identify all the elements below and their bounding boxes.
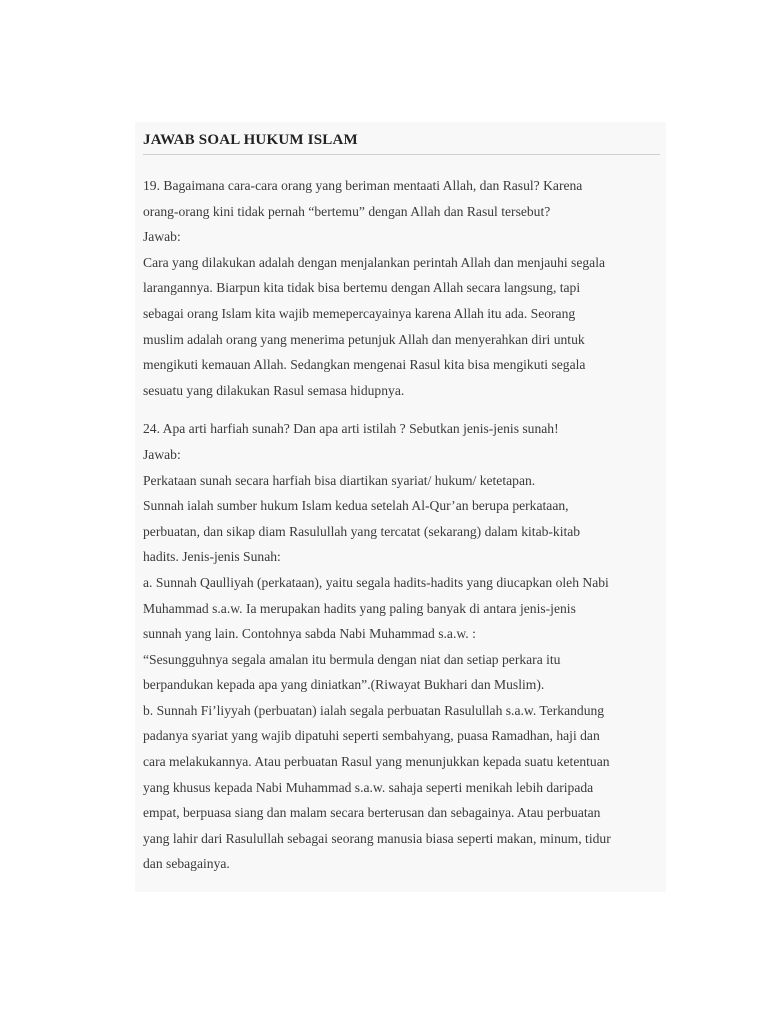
- text-line: Jawab:: [143, 229, 181, 245]
- text-line: b. Sunnah Fi’liyyah (perbuatan) ialah segala perbuatan Rasulullah s.a.w. Terkandung: [143, 702, 605, 718]
- text-line: “Sesungguhnya segala amalan itu bermula dengan niat dan setiap perkara itu: [143, 651, 561, 667]
- text-line: orang-orang kini tidak pernah “bertemu” dengan Allah dan Rasul tersebut?: [143, 203, 551, 219]
- qa-section-1: [143, 173, 660, 403]
- document-title: JAWAB SOAL HUKUM ISLAM: [143, 132, 660, 155]
- document-content: [135, 122, 666, 892]
- text-line: Perkataan sunah secara harfiah bisa diartikan syariat/ hukum/ ketetapan.: [143, 472, 536, 488]
- text-line: berpandukan kepada apa yang diniatkan”.(Riwayat Bukhari dan Muslim).: [143, 677, 545, 693]
- text-line: Cara yang dilakukan adalah dengan menjalankan perintah Allah dan menjauhi segala: [143, 254, 606, 270]
- text-line: sebagai orang Islam kita wajib memepercayainya karena Allah itu ada. Seorang: [143, 305, 576, 321]
- text-line: dan sebagainya.: [143, 856, 230, 872]
- text-line: a. Sunnah Qaulliyah (perkataan), yaitu segala hadits-hadits yang diucapkan oleh Nabi: [143, 574, 609, 590]
- document-body: [143, 173, 660, 877]
- text-line: muslim adalah orang yang menerima petunjuk Allah dan menyerahkan diri untuk: [143, 331, 585, 347]
- text-line: Sunnah ialah sumber hukum Islam kedua setelah Al-Qur’an berupa perkataan,: [143, 498, 569, 514]
- text-line: Jawab:: [143, 446, 181, 462]
- text-line: 19. Bagaimana cara-cara orang yang beriman mentaati Allah, dan Rasul? Karena: [143, 178, 583, 193]
- text-line: perbuatan, dan sikap diam Rasulullah yang tercatat (sekarang) dalam kitab-kitab: [143, 523, 581, 539]
- qa-section-2: [143, 416, 660, 877]
- text-line: cara melakukannya. Atau perbuatan Rasul yang menunjukkan kepada suatu ketentuan: [143, 754, 610, 770]
- text-line: yang lahir dari Rasulullah sebagai seorang manusia biasa seperti makan, minum, tidur: [143, 830, 611, 846]
- text-line: mengikuti kemauan Allah. Sedangkan mengenai Rasul kita bisa mengikuti segala: [143, 357, 586, 373]
- text-line: Muhammad s.a.w. Ia merupakan hadits yang paling banyak di antara jenis-jenis: [143, 600, 576, 616]
- text-line: hadits. Jenis-jenis Sunah:: [143, 549, 281, 565]
- text-line: larangannya. Biarpun kita tidak bisa bertemu dengan Allah secara langsung, tapi: [143, 280, 581, 296]
- text-line: sunnah yang lain. Contohnya sabda Nabi Muhammad s.a.w. :: [143, 626, 476, 642]
- text-line: yang khusus kepada Nabi Muhammad s.a.w. sahaja seperti menikah lebih daripada: [143, 779, 594, 795]
- text-line: padanya syariat yang wajib dipatuhi seperti sembahyang, puasa Ramadhan, haji dan: [143, 728, 600, 744]
- text-line: empat, berpuasa siang dan malam secara berterusan dan sebagainya. Atau perbuatan: [143, 805, 601, 821]
- text-line: sesuatu yang dilakukan Rasul semasa hidupnya.: [143, 382, 405, 398]
- text-line: 24. Apa arti harfiah sunah? Dan apa arti istilah ? Sebutkan jenis-jenis sunah!: [143, 421, 559, 437]
